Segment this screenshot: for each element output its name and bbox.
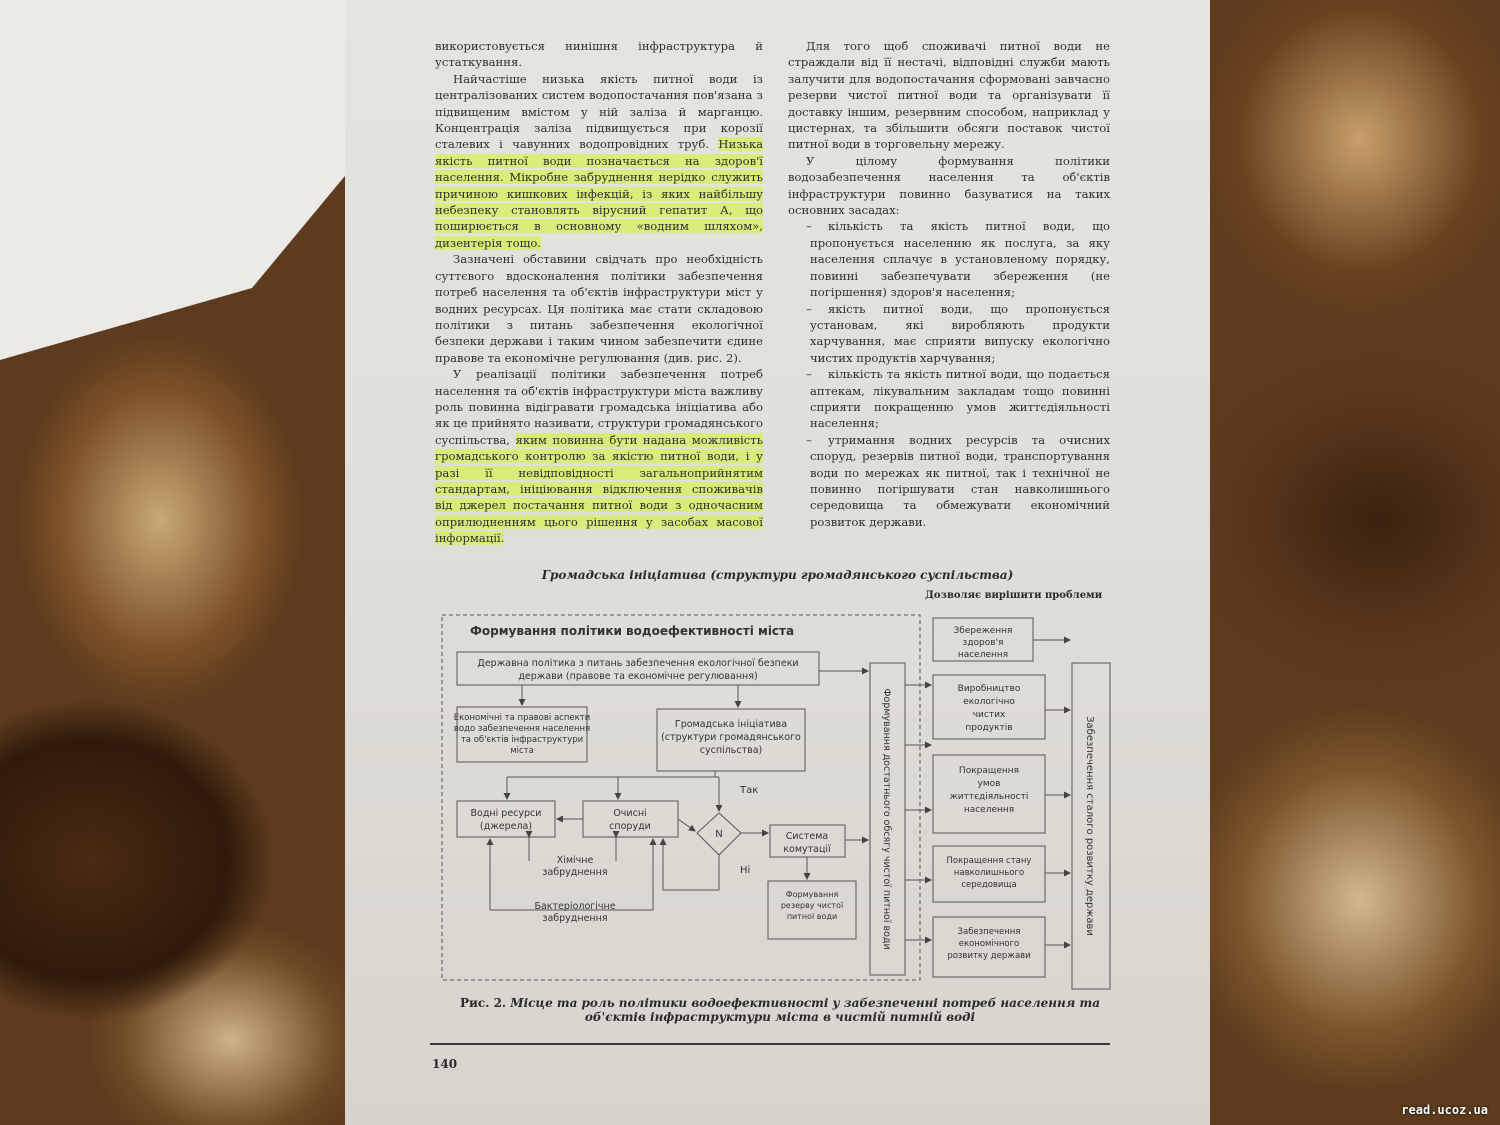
list-item: – якість питної води, що пропонується установам, які виробляють продукти харчування, має сприяти випуску екологічно чистих продуктів харчування; <box>806 301 1110 365</box>
page-number: 140 <box>432 1057 458 1071</box>
water-label: Водні ресурси <box>470 808 542 819</box>
outcome-label: населення <box>963 805 1015 815</box>
outcome-label: Забезпечення <box>957 927 1021 937</box>
econ-legal-label: та об'єктів інфраструктури <box>460 735 584 745</box>
yes-label: Так <box>740 785 759 796</box>
reserve-label: питної води <box>786 912 838 921</box>
paragraph: У цілому формування політики водозабезпечення населення та об'єктів інфраструктури повинно базуватися на таких основних засадах: <box>788 153 1110 218</box>
sufficient-volume-label: Формування достатнього обсягу чистої питної води <box>881 688 892 950</box>
bacterial-label: Бактеріологічне <box>534 901 616 912</box>
figure-heading: Громадська ініціатива (структури громадянського суспільства) <box>541 568 1014 582</box>
outcome-label: навколишнього <box>953 868 1025 878</box>
outcome-label: умов <box>977 779 1001 789</box>
paragraph: Найчастіше низька якість питної води із централізованих систем водопостачання пов'язана з підвищеним вмістом у ній заліза й марганцю. Концентрація заліза підвищується при корозії сталевих і чавунних водопровідних труб. Низька якість питної води позначається на здоров'ї населення. Мікробне забруднення нерідко служить причиною кишкових інфекцій, із яких найбільшу небезпеку становлять вірусний гепатит А, що поширюється в основному «водним шляхом», дизентерія тощо. <box>435 71 763 250</box>
civic-label: Громадська ініціатива <box>674 719 788 730</box>
paragraph: Для того щоб споживачі питної води не страждали від її нестачі, відповідні служби мають залучити для водопостачання сформовані завчасно резерви чистої питної води та організувати її доставку іншим, резервним способом, наприклад у цистернах, та збільшити обсяги поставок чистої питної води в торговельну мережу. <box>788 39 1110 152</box>
flow-diagram <box>435 605 1125 990</box>
state-policy-label: Державна політика з питань забезпечення екологічної безпеки <box>477 658 799 669</box>
decision-label: N <box>715 829 723 840</box>
paragraph: Зазначені обставини свідчать про необхідність суттєвого вдосконалення політики забезпечення потреб населення та об'єктів інфраструктури міст у водних ресурсах. Ця політика має стати складовою політики з питань забезпечення екологічної безпеки держави і таким чином забезпечити єдине правове та економічне регулювання (див. рис. 2). <box>435 252 763 365</box>
econ-legal-label: водо забезпечення населення <box>453 724 591 734</box>
figure-caption: Рис. 2. Місце та роль політики водоефективності у забезпеченні потреб населення та об'єктів інфраструктури міста в чистій питній воді <box>459 996 1100 1024</box>
chemical-label: забруднення <box>542 867 608 878</box>
list-item: – кількість та якість питної води, що подається аптекам, лікувальним закладам тощо повинні сприяти покращенню умов життєдіяльності населення; <box>806 367 1110 431</box>
system-label: Система <box>785 831 829 842</box>
outcome-label: Покращення <box>958 766 1020 776</box>
policy-frame <box>442 615 920 980</box>
list-item: – кількість та якість питної води, що пропонується населенню як послуга, за яку населення сплачує в установленому порядку, повинні забезпечувати збереження (не погіршення) здоров'я населення; <box>806 219 1110 300</box>
outcome-label: продуктів <box>965 723 1013 733</box>
civic-label: суспільства) <box>699 745 763 756</box>
outcome-label: економічного <box>958 939 1020 949</box>
econ-legal-label: міста <box>510 746 534 756</box>
sustainable-development-label: Забезпечення сталого розвитку держави <box>1084 716 1095 936</box>
outcome-label: Виробництво <box>957 684 1021 694</box>
reserve-label: резерву чистої <box>780 901 844 910</box>
outcome-label: чистих <box>972 710 1006 720</box>
treatment-label: Очисні <box>613 808 647 819</box>
outcome-label: розвитку держави <box>947 951 1031 961</box>
system-label: комутації <box>783 844 831 855</box>
paragraph: використовується нинішня інфраструктура й устаткування. <box>435 39 763 70</box>
outcome-label: екологічно <box>963 697 1015 707</box>
paragraph: У реалізації політики забезпечення потреб населення та об'єктів інфраструктури міста важливу роль повинна відігравати громадська ініціатива або як це прийнято називати, структури громадянського суспільства, яким повинна бути надана можливість громадського контролю за якістю питної води, і у разі її невідповідності загальноприйнятим стандартам, ініціювання відключення споживачів від джерел постачання питної води з одночасним оприлюдненням цього рішення у засобах масової інформації. <box>435 367 764 546</box>
figure-subheading: Дозволяє вирішити проблеми <box>925 590 1103 601</box>
water-label: (джерела) <box>479 821 533 832</box>
treatment-label: споруди <box>609 821 651 832</box>
reserve-label: Формування <box>785 890 839 899</box>
highlighted-text: Низька якість питної води позначається на здоров'ї населення. Мікробне забруднення нерідко служить причиною кишкових інфекцій, із яких найбільшу небезпеку становлять вірусний гепатит А, що поширюється в основному «водним шляхом», дизентерія тощо. <box>435 137 763 250</box>
right-column <box>788 38 1110 530</box>
bacterial-label: забруднення <box>542 913 608 924</box>
watermark: read.ucoz.ua <box>1401 1103 1488 1117</box>
econ-legal-label: Економічні та правові аспекти <box>453 713 591 723</box>
frame-title: Формування політики водоефективності міста <box>470 624 795 638</box>
highlighted-text: яким повинна бути надана можливість громадського контролю за якістю питної води, і у разі її невідповідності загальноприйнятим стандартам, ініціювання відключення споживачів від джерел постачання питної води з одночасним оприлюдненням цього рішення у засобах масової інформації. <box>435 432 764 546</box>
civic-label: (структури громадянського <box>661 732 801 743</box>
chemical-label: Хімічне <box>556 855 594 866</box>
left-column <box>435 38 763 547</box>
book-page <box>345 0 1210 1125</box>
outcome-label: Покращення стану <box>946 856 1032 866</box>
outcome-label: середовища <box>961 880 1017 890</box>
outcome-label: життєдіяльності <box>949 792 1029 802</box>
no-label: Ні <box>740 865 751 876</box>
outcome-label: населення <box>957 650 1009 660</box>
footer-rule <box>430 1043 1110 1045</box>
outcome-label: Збереження <box>953 626 1013 636</box>
outcome-label: здоров'я <box>962 638 1004 648</box>
list-item: – утримання водних ресурсів та очисних споруд, резервів питної води, транспортування води по мережах як питної, так і технічної не повинно погіршувати стан навколишнього середовища та обмежувати економічний розвиток держави. <box>806 432 1110 529</box>
state-policy-label: держави (правове та економічне регулювання) <box>518 671 758 682</box>
